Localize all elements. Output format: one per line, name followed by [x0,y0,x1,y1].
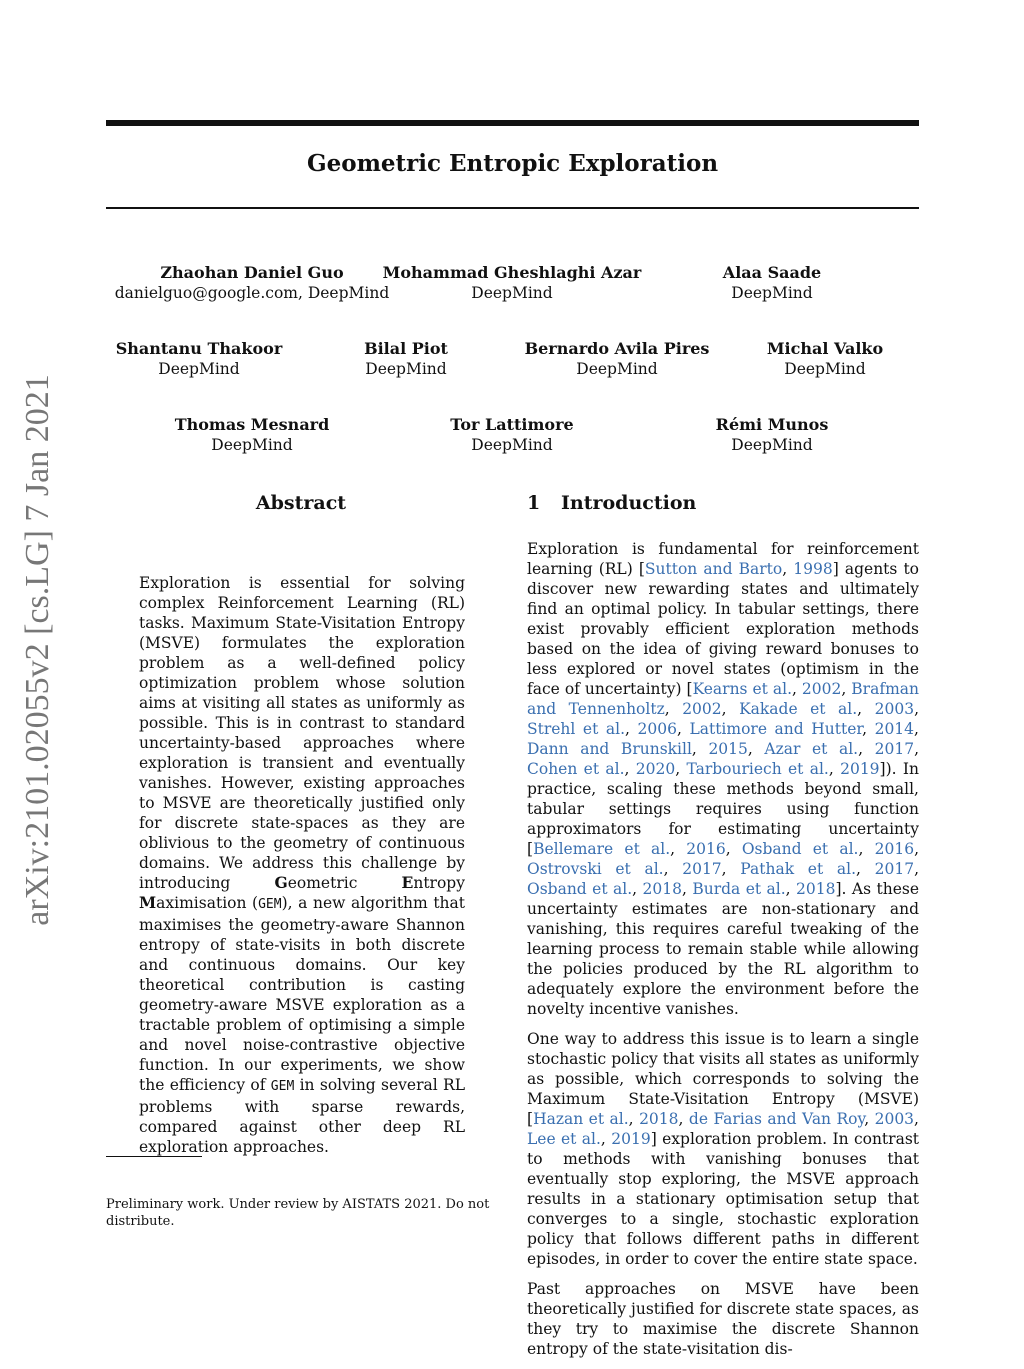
paper-title: Geometric Entropic Exploration [306,150,719,177]
paragraph-text: , [664,700,683,718]
author-affiliation: DeepMind [365,360,447,378]
paragraph-text: , [862,720,875,738]
citation-link[interactable]: Kakade et al. [739,700,858,718]
title-rule-bottom [106,207,919,209]
citation-link[interactable]: Hazan et al. [533,1110,629,1128]
author-name: Rémi Munos [715,415,829,434]
citation-link[interactable]: Sutton and Barto [644,560,783,578]
arxiv-stamp [18,370,58,930]
author-block [767,339,883,379]
citation-link[interactable]: 2014 [874,720,915,738]
citation-link[interactable]: 2018 [642,880,682,898]
author-affiliation: DeepMind [211,436,293,454]
citation-link[interactable]: 2019 [840,760,880,778]
acronym-letter: M [139,893,157,912]
citation-link[interactable]: 2018 [639,1110,679,1128]
author-block [525,339,710,379]
abstract-text: Exploration is essential for solving complex Reinforcement Learning (RL) tasks. Maximum State-Visitation Entropy (MSVE) formulates the exploration problem as a well-defined policy optimization problem whose solution aims at visiting all states as uniformly as possible. This is in contrast to standard uncertainty-based approaches where exploration is transient and eventually vanishes. However, existing approaches to MSVE are theoretically justified only for discrete state-spaces as they are oblivious to the geometry of continuous domains. We address this challenge by introducing [139,574,465,892]
paragraph-text: , [782,560,794,578]
author-name: Shantanu Thakoor [115,339,283,358]
abstract-text: ntropy [413,874,465,892]
citation-link[interactable]: 2002 [682,700,722,718]
paragraph-text: , [841,680,852,698]
paragraph-text: One way to address this issue is to learn a single stochastic policy that visits all states as uniformly as possible, which corresponds to solving the Maximum State-Visitation Entropy (MSVE) [ [527,1030,919,1128]
author-affiliation: DeepMind [471,436,553,454]
paragraph-text: , [914,860,920,878]
author-name: Mohammad Gheshlaghi Azar [382,263,642,282]
paragraph-text: , [663,860,683,878]
paragraph-text: , [691,740,709,758]
author-name: Tor Lattimore [450,415,574,434]
citation-link[interactable]: 2018 [796,880,836,898]
citation-link[interactable]: 2016 [874,840,915,858]
author-block [383,263,642,303]
algorithm-name: GEM [270,1079,295,1094]
citation-link[interactable]: 2017 [874,740,915,758]
citation-link[interactable]: Azar et al. [764,740,859,758]
citation-link[interactable]: 2003 [874,700,915,718]
citation-link[interactable]: 2017 [682,860,722,878]
paragraph-text: , [864,1110,875,1128]
author-name: Bernardo Avila Pires [524,339,710,358]
author-block [115,263,390,303]
abstract-heading: Abstract [255,492,347,514]
citation-link[interactable]: 1998 [793,560,833,578]
author-affiliation: DeepMind [731,436,813,454]
title-rule-top [106,120,919,126]
paragraph-text: , [600,1130,612,1148]
citation-link[interactable]: Cohen et al. [527,760,625,778]
paragraph-text: , [858,740,875,758]
intro-body [527,539,919,1369]
paragraph-text: , [625,720,638,738]
citation-link[interactable]: 2020 [635,760,676,778]
abstract-body [139,573,465,1157]
abstract-text: eometric [287,874,402,892]
paragraph-text: , [624,760,636,778]
citation-link[interactable]: Pathak et al. [740,860,857,878]
paragraph-text: , [670,840,687,858]
paragraph-text: , [681,880,693,898]
citation-link[interactable]: Osband et al. [741,840,859,858]
paragraph-text: ] exploration problem. In contrast to methods with vanishing bonuses that eventually stop exploring, the MSVE approach results in a stationary optimisation setup that converges to a single, stochastic exploration policy that follows different paths in different episodes, in order to cover the entire state space. [527,1130,919,1268]
citation-link[interactable]: Lattimore and Hutter [689,720,863,738]
paragraph-text: , [858,840,875,858]
paragraph [527,1279,919,1359]
citation-link[interactable]: Kearns et al. [692,680,792,698]
author-affiliation: DeepMind [158,360,240,378]
author-block [175,415,330,455]
author-affiliation: DeepMind [731,284,813,302]
author-affiliation: DeepMind [576,360,658,378]
paragraph [527,539,919,1019]
paragraph-text: , [828,760,841,778]
citation-link[interactable]: 2002 [801,680,842,698]
citation-link[interactable]: de Farias and Van Roy [688,1110,865,1128]
abstract-text: ), a new algorithm that maximises the geometry-aware Shannon entropy of state-visits in both discrete and continuous domains. Our key theoretical contribution is casting geometry-aware MSVE exploration as a tractable problem of optimising a simple and novel noise-contrastive objective function. In our experiments, we show the efficiency of [139,894,465,1094]
paragraph-text: , [675,760,687,778]
paragraph-text: , [914,700,919,718]
paragraph-text: , [721,700,740,718]
acronym-letter: E [401,873,414,892]
citation-link[interactable]: Lee et al. [527,1130,601,1148]
paragraph-text: ]). In practice, scaling these methods beyond small, tabular settings requires using function approximators for estimating uncertainty [ [527,760,919,858]
citation-link[interactable]: Brafman and Tennenholtz [527,680,919,718]
citation-link[interactable]: Bellemare et al. [533,840,671,858]
footnote: Preliminary work. Under review by AISTATS 2021. Do not distribute. [106,1197,490,1229]
author-block [116,339,283,379]
citation-link[interactable]: 2015 [708,740,748,758]
algorithm-name: GEM [258,897,282,912]
author-affiliation: DeepMind [784,360,866,378]
paragraph-text: , [678,1110,689,1128]
author-affiliation: DeepMind [471,284,553,302]
paragraph-text: Past approaches on MSVE have been theoretically justified for discrete state spaces, as they try to maximise the discrete Shannon entropy of the state-visitation dis- [527,1280,919,1358]
paragraph-text: , [914,720,919,738]
author-name: Zhaohan Daniel Guo [160,263,344,282]
footnote-rule [106,1156,202,1157]
citation-link[interactable]: Ostrovski et al. [527,860,664,878]
citation-link[interactable]: Burda et al. [692,880,786,898]
arxiv-id: arXiv:2101.02055v2 [cs.LG] 7 Jan 2021 [19,374,56,926]
paragraph-text: , [632,880,643,898]
citation-link[interactable]: 2017 [874,860,915,878]
paragraph-text: ] agents to discover new rewarding states and ultimately find an optimal policy. In tabular settings, there exist provably efficient exploration methods based on the idea of giving reward bonuses to less explored or novel states (optimism in the face of uncertainty) [ [527,560,920,698]
section-heading [527,492,696,514]
citation-link[interactable]: 2019 [611,1130,651,1148]
author-affiliation: danielguo@google.com, DeepMind [114,284,390,302]
paragraph-text: , [721,860,741,878]
section-title: Introduction [561,492,697,514]
author-name: Thomas Mesnard [174,415,330,434]
paragraph-text: , [785,880,797,898]
abstract-text: aximisation ( [156,894,259,912]
paragraph-text: Exploration is fundamental for reinforcement learning (RL) [ [527,540,919,578]
citation-link[interactable]: Osband et al. [527,880,633,898]
paragraph-text: , [856,860,875,878]
paragraph-text: , [676,720,690,738]
citation-link[interactable]: 2003 [874,1110,915,1128]
paragraph-text: , [914,740,920,758]
author-name: Alaa Saade [722,263,822,282]
paragraph-text: , [792,680,802,698]
section-number: 1 [527,492,541,514]
citation-link[interactable]: 2016 [686,840,726,858]
citation-link[interactable]: 2006 [637,720,677,738]
paragraph-text: , [725,840,742,858]
author-block [723,263,821,303]
paragraph-text: , [747,740,765,758]
citation-link[interactable]: Dann and Brunskill [527,740,692,758]
citation-link[interactable]: Tarbouriech et al. [686,760,829,778]
paragraph-text: , [628,1110,640,1128]
author-name: Michal Valko [766,339,884,358]
abstract-text: in solving several RL problems with sparse rewards, compared against other deep RL exploration approaches. [139,1076,465,1156]
author-block [716,415,829,455]
paragraph-text: , [857,700,875,718]
paragraph [527,1029,919,1269]
author-name: Bilal Piot [364,339,448,358]
citation-link[interactable]: Strehl et al. [527,720,626,738]
author-block [364,339,448,379]
paragraph-text: , [914,1110,919,1128]
acronym-letter: G [274,873,288,892]
paragraph-text: ]. As these uncertainty estimates are non-stationary and vanishing, this requires careful tweaking of the learning process to remain stable while allowing the policies produced by the RL algorithm to adequately explore the environment before the novelty incentive vanishes. [527,880,920,1018]
paragraph-text: , [914,840,919,858]
author-block [450,415,573,455]
